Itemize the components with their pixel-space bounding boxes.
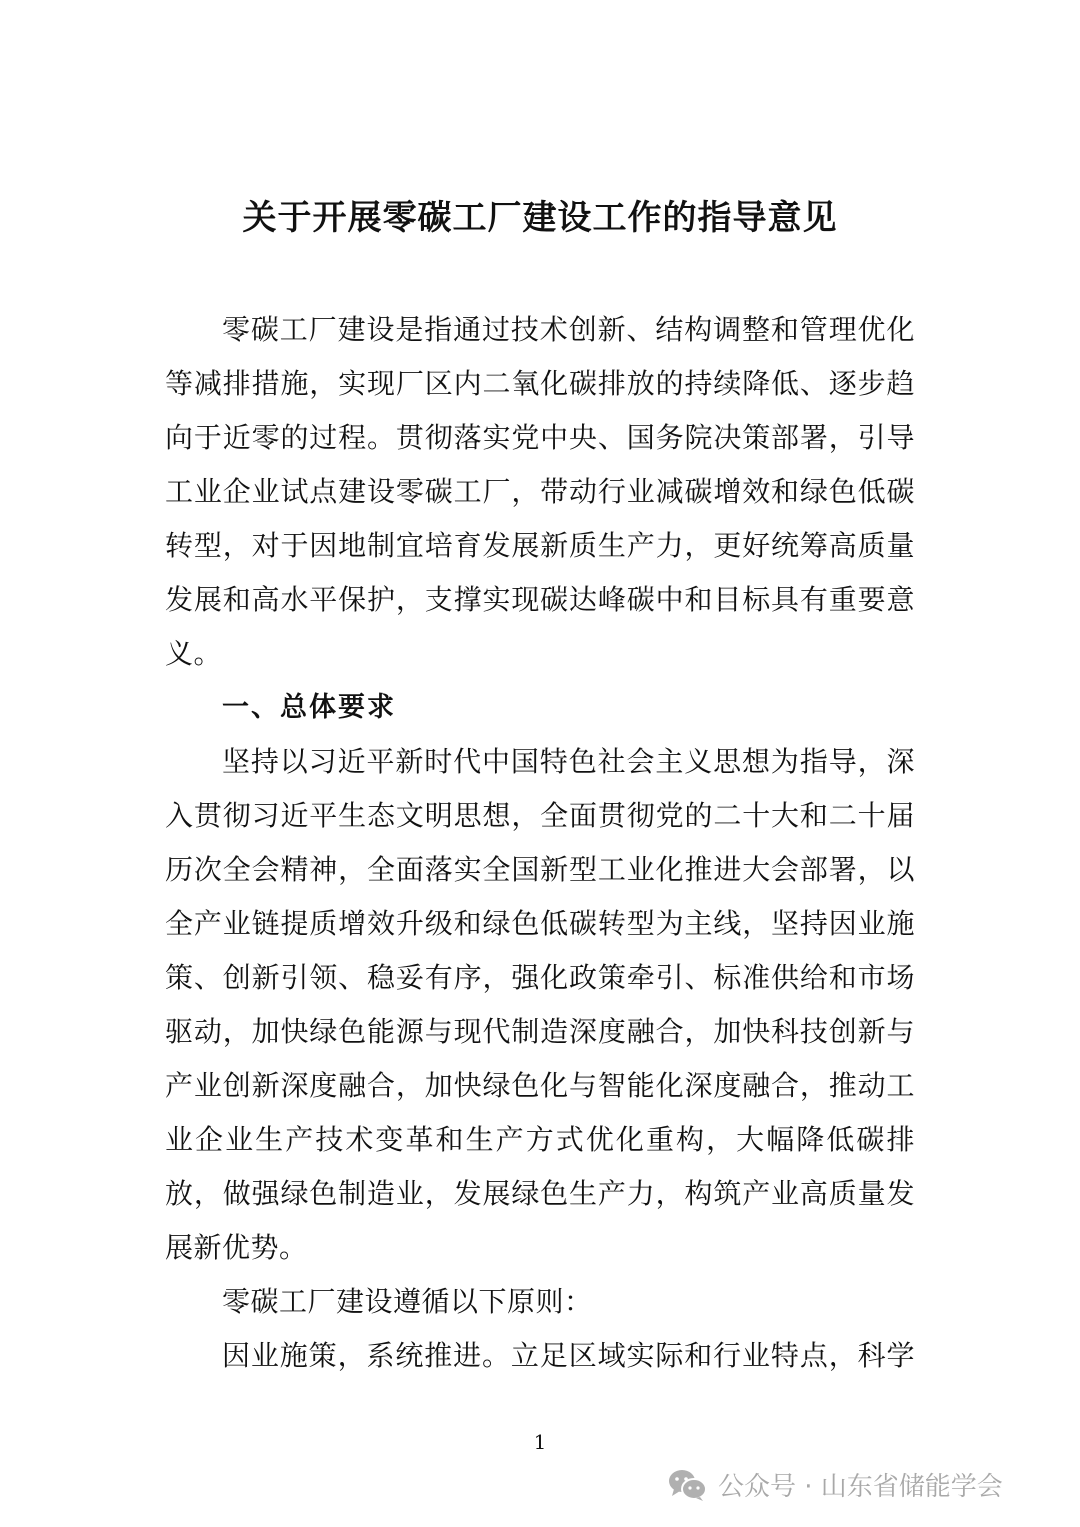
text-line: 历次全会精神，全面落实全国新型工业化推进大会部署，以 (165, 853, 915, 886)
text-line: 产业创新深度融合，加快绿色化与智能化深度融合，推动工 (165, 1069, 915, 1102)
wechat-icon (668, 1469, 708, 1501)
text-line: 等减排措施，实现厂区内二氧化碳排放的持续降低、逐步趋 (165, 367, 915, 400)
text-line: 坚持以习近平新时代中国特色社会主义思想为指导，深 (222, 745, 915, 778)
text-line: 发展和高水平保护，支撑实现碳达峰碳中和目标具有重要意 (165, 583, 915, 616)
section-heading: 一、总体要求 (222, 692, 396, 723)
text-line: 转型，对于因地制宜培育发展新质生产力，更好统筹高质量 (165, 529, 915, 562)
text-line: 零碳工厂建设是指通过技术创新、结构调整和管理优化 (222, 313, 915, 346)
page-number: 1 (533, 1430, 547, 1454)
document-body (165, 303, 915, 1383)
text-line: 策、创新引领、稳妥有序，强化政策牵引、标准供给和市场 (165, 961, 915, 994)
text-line: 驱动，加快绿色能源与现代制造深度融合，加快科技创新与 (165, 1015, 915, 1048)
text-line: 业企业生产技术变革和生产方式优化重构，大幅降低碳排 (165, 1123, 915, 1156)
text-line: 零碳工厂建设遵循以下原则： (222, 1285, 593, 1318)
text-line: 因业施策，系统推进。立足区域实际和行业特点，科学 (222, 1339, 915, 1372)
text-line: 工业企业试点建设零碳工厂，带动行业减碳增效和绿色低碳 (165, 475, 915, 508)
text-line: 展新优势。 (165, 1231, 308, 1264)
watermark (668, 1466, 1003, 1503)
watermark-text: 公众号 · 山东省储能学会 (718, 1472, 1003, 1502)
text-line: 放，做强绿色制造业，发展绿色生产力，构筑产业高质量发 (165, 1177, 915, 1210)
document-title: 关于开展零碳工厂建设工作的指导意见 (242, 198, 838, 238)
text-line: 义。 (165, 637, 223, 670)
text-line: 向于近零的过程。贯彻落实党中央、国务院决策部署，引导 (165, 421, 915, 454)
text-line: 入贯彻习近平生态文明思想，全面贯彻党的二十大和二十届 (165, 799, 915, 832)
text-line: 全产业链提质增效升级和绿色低碳转型为主线，坚持因业施 (165, 907, 915, 940)
